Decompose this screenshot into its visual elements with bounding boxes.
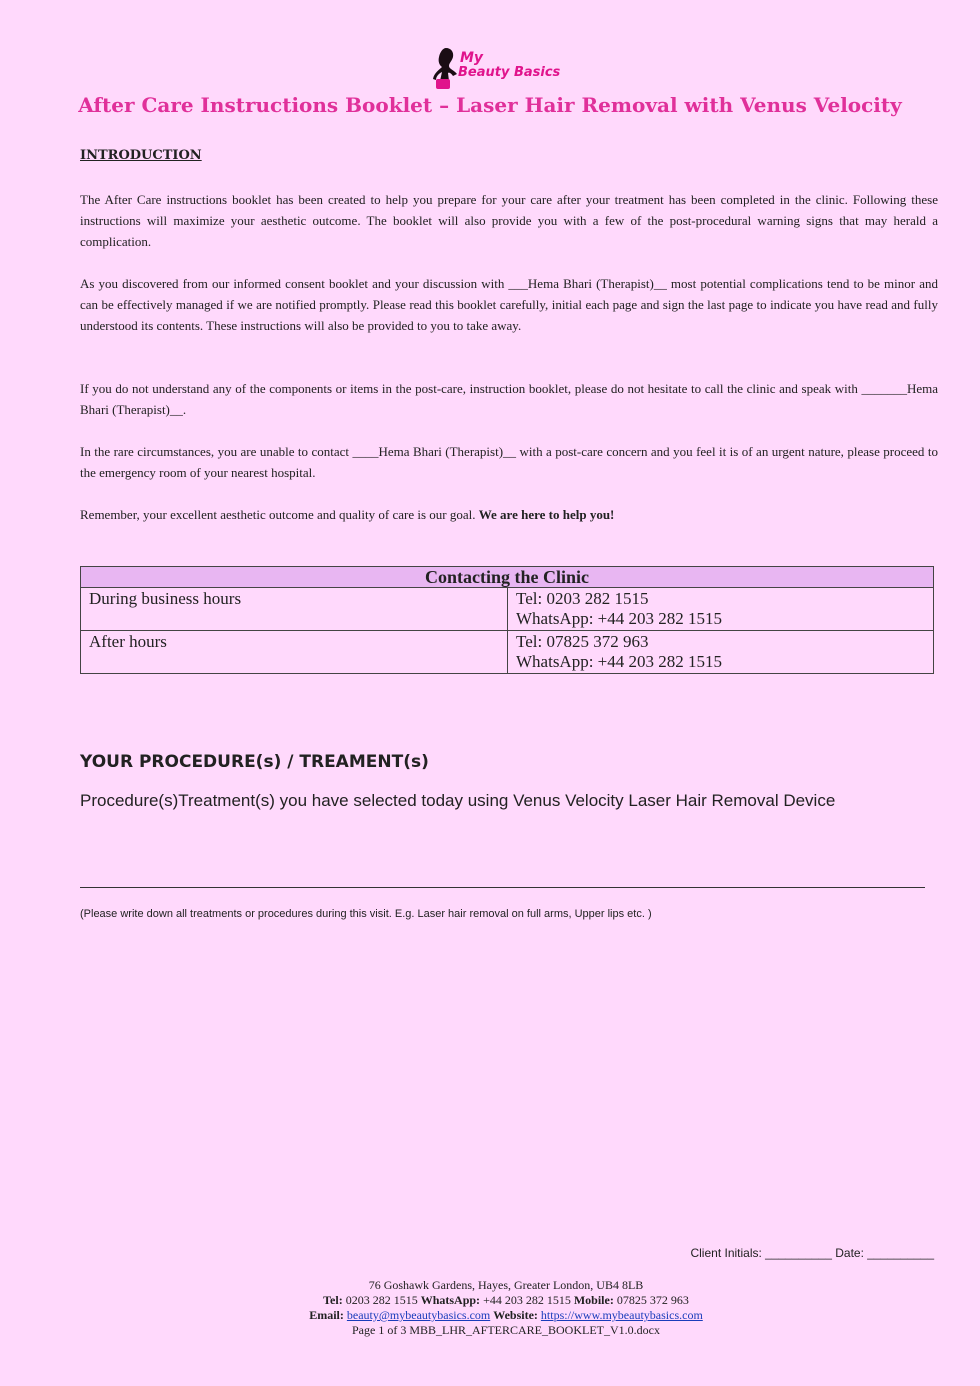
contact-table-heading: Contacting the Clinic bbox=[81, 567, 934, 588]
footer-phone-line bbox=[0, 1293, 980, 1308]
footer-mobile-label: Mobile: bbox=[573, 1293, 614, 1307]
footer-whatsapp-label: WhatsApp: bbox=[420, 1293, 481, 1307]
client-initials-date-line: Client Initials: __________ Date: __________ bbox=[690, 1246, 934, 1260]
intro-paragraph-2: As you discovered from our informed consent booklet and your discussion with ___Hema Bhari (Therapist)__ most potential complications tend to be minor and can be effectively managed if we are notified promptly. Please read this booklet carefully, initial each page and sign the last page to indicate you have read and fully understood its contents. These instructions will also be provided to you to take away. bbox=[80, 276, 938, 333]
footer-address: 76 Goshawk Gardens, Hayes, Greater London, UB4 8LB bbox=[368, 1278, 644, 1292]
procedure-heading: YOUR PROCEDURE(s) / TREAMENT(s) bbox=[80, 752, 429, 772]
footer-website-label: Website: bbox=[493, 1308, 538, 1322]
business-hours-whatsapp: WhatsApp: +44 203 282 1515 bbox=[516, 609, 723, 628]
footer-contact-line bbox=[0, 1308, 980, 1323]
business-hours-tel: Tel: 0203 282 1515 bbox=[516, 589, 649, 608]
contact-label-business-hours: During business hours bbox=[81, 588, 508, 631]
footer-email-label: Email: bbox=[309, 1308, 344, 1322]
procedure-write-in-line bbox=[80, 887, 925, 888]
footer-tel-label: Tel: bbox=[323, 1293, 343, 1307]
contact-numbers-after-hours bbox=[508, 631, 934, 674]
table-row bbox=[81, 631, 934, 674]
logo-text-my: My bbox=[460, 50, 484, 66]
intro-paragraph-1: The After Care instructions booklet has been created to help you prepare for your care after your treatment has been completed in the clinic. Following these instructions will maximize your aesthetic outcome. The booklet will also provide you with a few of the post-procedural warning signs that may herald a complication. bbox=[80, 192, 938, 249]
footer-tel: 0203 282 1515 bbox=[342, 1293, 421, 1307]
intro-paragraph-4: In the rare circumstances, you are unable to contact ____Hema Bhari (Therapist)__ with a post-care concern and you feel it is of an urgent nature, please proceed to the emergency room of your nearest hospital. bbox=[80, 444, 938, 480]
contact-table-header-row bbox=[81, 567, 934, 588]
intro-paragraph-3: If you do not understand any of the components or items in the post-care, instruction booklet, please do not hesitate to call the clinic and speak with _______Hema Bhari (Therapist)__. bbox=[80, 381, 938, 417]
page-footer bbox=[0, 1278, 980, 1338]
brand-logo bbox=[432, 46, 582, 92]
after-hours-tel: Tel: 07825 372 963 bbox=[516, 632, 649, 651]
footer-whatsapp: +44 203 282 1515 bbox=[480, 1293, 574, 1307]
intro-heading: INTRODUCTION bbox=[80, 148, 202, 163]
footer-email-link[interactable]: beauty@mybeautybasics.com bbox=[346, 1308, 491, 1322]
contact-table bbox=[80, 566, 934, 674]
footer-website-link[interactable]: https://www.mybeautybasics.com bbox=[540, 1308, 703, 1322]
logo-text-brand: Beauty Basics bbox=[458, 65, 561, 80]
table-row bbox=[81, 588, 934, 631]
closing-bold-text: We are here to help you! bbox=[478, 507, 615, 522]
document-title: After Care Instructions Booklet – Laser Hair Removal with Venus Velocity bbox=[78, 93, 902, 117]
footer-page-info: Page 1 of 3 MBB_LHR_AFTERCARE_BOOKLET_V1.0.docx bbox=[352, 1323, 660, 1337]
procedure-note: (Please write down all treatments or procedures during this visit. E.g. Laser hair removal on full arms, Upper lips etc. ) bbox=[80, 908, 652, 920]
procedure-description: Procedure(s)Treatment(s) you have selected today using Venus Velocity Laser Hair Removal Device bbox=[80, 791, 836, 810]
after-hours-whatsapp: WhatsApp: +44 203 282 1515 bbox=[516, 652, 723, 671]
footer-mobile: 07825 372 963 bbox=[613, 1293, 689, 1307]
contact-numbers-business-hours bbox=[508, 588, 934, 631]
contact-label-after-hours: After hours bbox=[81, 631, 508, 674]
closing-text: Remember, your excellent aesthetic outcome and quality of care is our goal. bbox=[80, 507, 479, 522]
intro-paragraph-5 bbox=[80, 504, 938, 525]
